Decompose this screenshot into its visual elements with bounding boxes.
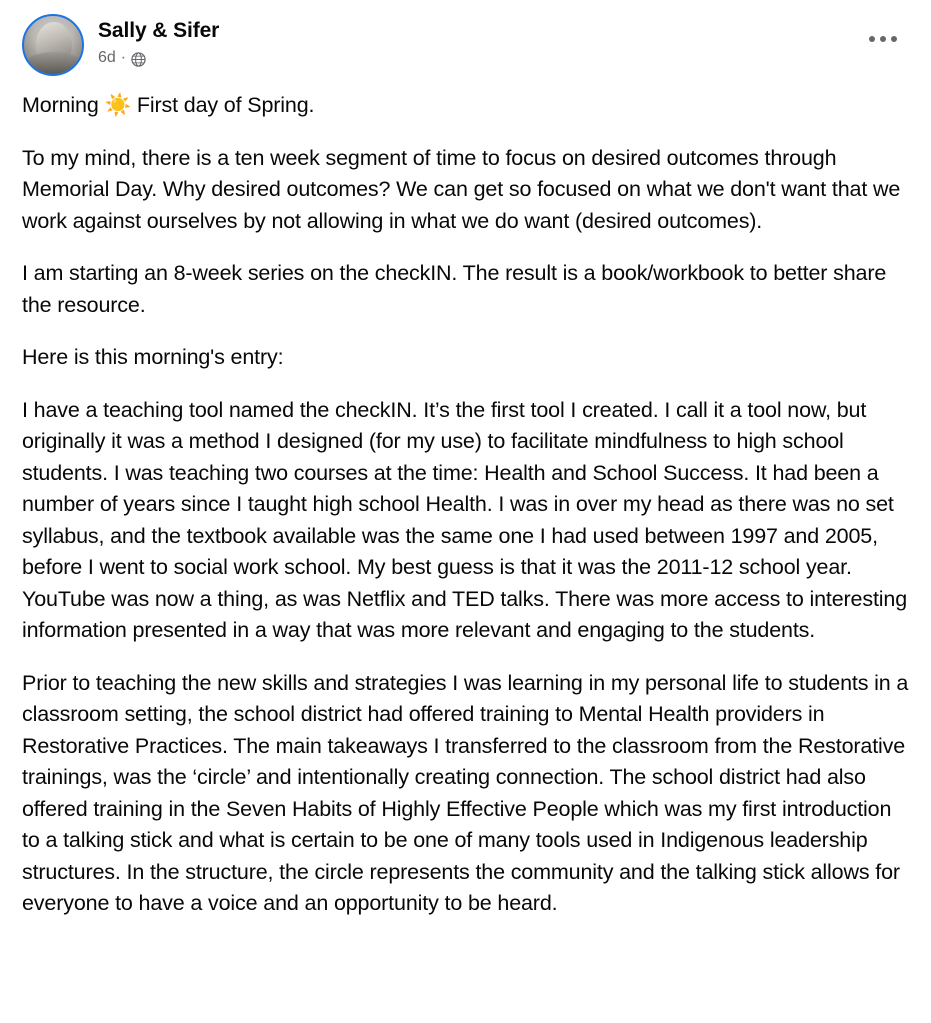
meta-separator: · <box>120 49 127 66</box>
dot-3 <box>891 36 897 42</box>
author-name[interactable]: Sally & Sifer <box>98 19 220 42</box>
avatar[interactable] <box>22 14 84 76</box>
more-options-icon[interactable] <box>861 28 905 50</box>
post-header <box>22 14 909 76</box>
post-body <box>22 90 909 920</box>
post-paragraph: I am starting an 8-week series on the checkIN. The result is a book/workbook to better share the resource. <box>22 261 887 317</box>
post-paragraph: Here is this morning's entry: <box>22 345 284 369</box>
post-timestamp[interactable]: 6d <box>98 49 116 66</box>
post-paragraph: Morning ☀️ First day of Spring. <box>22 93 315 117</box>
dot-1 <box>869 36 875 42</box>
post-author-block <box>98 14 219 69</box>
post-paragraph: I have a teaching tool named the checkIN. It’s the first tool I created. I call it a tool now, but originally it was a method I designed (for my use) to facilitate mindfulness to high school students. I was teaching two courses at the time: Health and School Success. It had been a number of years since I taught high school Health. I was in over my head as there was no set syllabus, and the textbook available was the same one I had used between 1997 and 2005, before I went to social work school. My best guess is that it was the 2011-12 school year. YouTube was now a thing, as was Netflix and TED talks. There was more access to interesting information presented in a way that was more relevant and engaging to the students. <box>22 397 908 642</box>
post-paragraph: To my mind, there is a ten week segment of time to focus on desired outcomes through Memorial Day. Why desired outcomes? We can get so focused on what we don't want that we work against ourselves by not allowing in what we do want (desired outcomes). <box>22 145 901 233</box>
post-paragraph: Prior to teaching the new skills and strategies I was learning in my personal life to students in a classroom setting, the school district had offered training to Mental Health providers in Restorative Practices. The main takeaways I transferred to the classroom from the Restorative trainings, was the ‘circle’ and intentionally creating connection. The school district had also offered training in the Seven Habits of Highly Effective People which was my first introduction to a talking stick and what is certain to be one of many tools used in Indigenous leadership structures. In the structure, the circle represents the community and the talking stick allows for everyone to have a voice and an opportunity to be heard. <box>22 670 909 915</box>
dot-2 <box>880 36 886 42</box>
post-meta <box>98 47 219 69</box>
globe-icon[interactable] <box>131 52 146 67</box>
